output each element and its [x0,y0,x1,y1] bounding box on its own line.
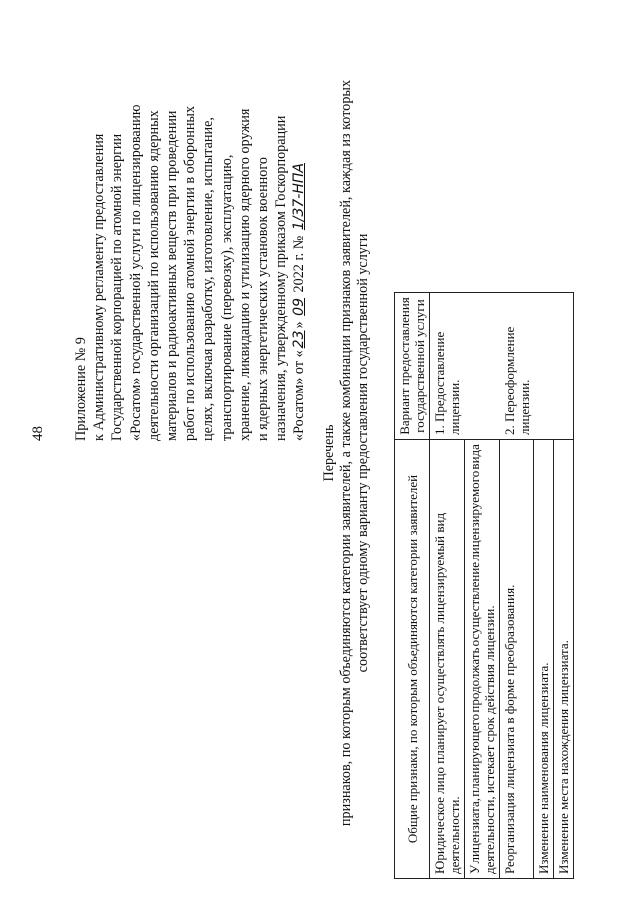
heading-line: соответствует одному варианту предоставления государственной услуги [355,233,371,673]
word: планирующего [467,713,482,797]
handwritten-day: 23 [291,330,308,349]
table-row [554,293,574,879]
criteria-cell: Юридическое лицо планирует осуществлять лицензируемый вид деятельности. [430,440,465,879]
variant-cell-empty [554,293,574,440]
table-row [534,293,554,879]
approval-line: Приложение № 9 [73,337,89,441]
approval-line: и ядерных энергетических установок военного [255,157,272,441]
approval-line: хранение, ликвидацию и утилизацию ядерного оружия [236,108,253,441]
heading-title: Перечень [321,424,337,482]
criteria-cell: Изменение наименования лицензиата. [534,440,554,879]
year-text: 2022 г. № [291,232,308,297]
criteria-cell: Изменение места нахождения лицензиата. [554,440,574,879]
table-row [500,293,534,879]
approval-line: к Административному регламенту предоставления [91,133,108,441]
table-header-row [395,293,430,879]
approval-line: материалов и радиоактивных веществ при проведении [164,110,181,441]
variant-cell-empty [534,293,554,440]
word: лицензируемого [467,470,482,561]
handwritten-month: 09 [291,298,308,316]
justified-line [467,444,482,874]
date-separator: » [291,317,308,329]
page-number: 48 [30,426,46,441]
criteria-cell: Реорганизация лицензиата в форме преобразования. [500,440,534,879]
approval-line: Государственной корпорацией по атомной энергии [109,133,126,441]
variant-cell: 1. Предоставление лицензии. [430,293,465,440]
approval-date-line [290,21,308,441]
table-row [430,293,465,879]
approval-line: назначения, утвержденному приказом Госкорпорации [273,115,290,441]
approval-line: транспортирование (перевозку), эксплуатацию, [218,154,235,441]
approval-line-prefix: «Росатом» от « [291,350,308,441]
rotated-page [10,13,630,893]
criteria-cell [465,440,500,879]
word: продолжать [467,647,482,713]
column-header-variant: Вариант предоставления государственной услуги [395,293,430,440]
heading-line: признаков, по которым объединяются категории заявителей, а также комбинации признаков заявителей, каждая из которых [338,79,354,827]
word: лицензиата, [467,798,482,864]
word: У [467,864,482,874]
approval-line: деятельности организаций по использованию ядерных [145,110,162,441]
approval-line: целях, включая разработку, изготовление, испытание, [200,117,217,441]
criteria-tail: деятельности, истекает срок действия лицензии. [482,605,497,874]
column-header-criteria: Общие признаки, по которым объединяются категории заявителей [395,440,430,879]
categories-table [394,292,574,879]
variant-cell: 2. Переоформление лицензии. [500,293,534,440]
variant-cell-empty [465,293,500,440]
approval-line: «Росатом» государственной услуги по лицензированию [127,104,144,441]
word: осуществление [467,561,482,647]
table-row [465,293,500,879]
word: вида [467,444,482,470]
handwritten-order-number: 1/37-НПА [291,163,308,231]
approval-block [72,21,309,441]
approval-line: работ по использованию атомной энергии в оборонных [182,105,199,441]
document-heading [321,13,372,893]
